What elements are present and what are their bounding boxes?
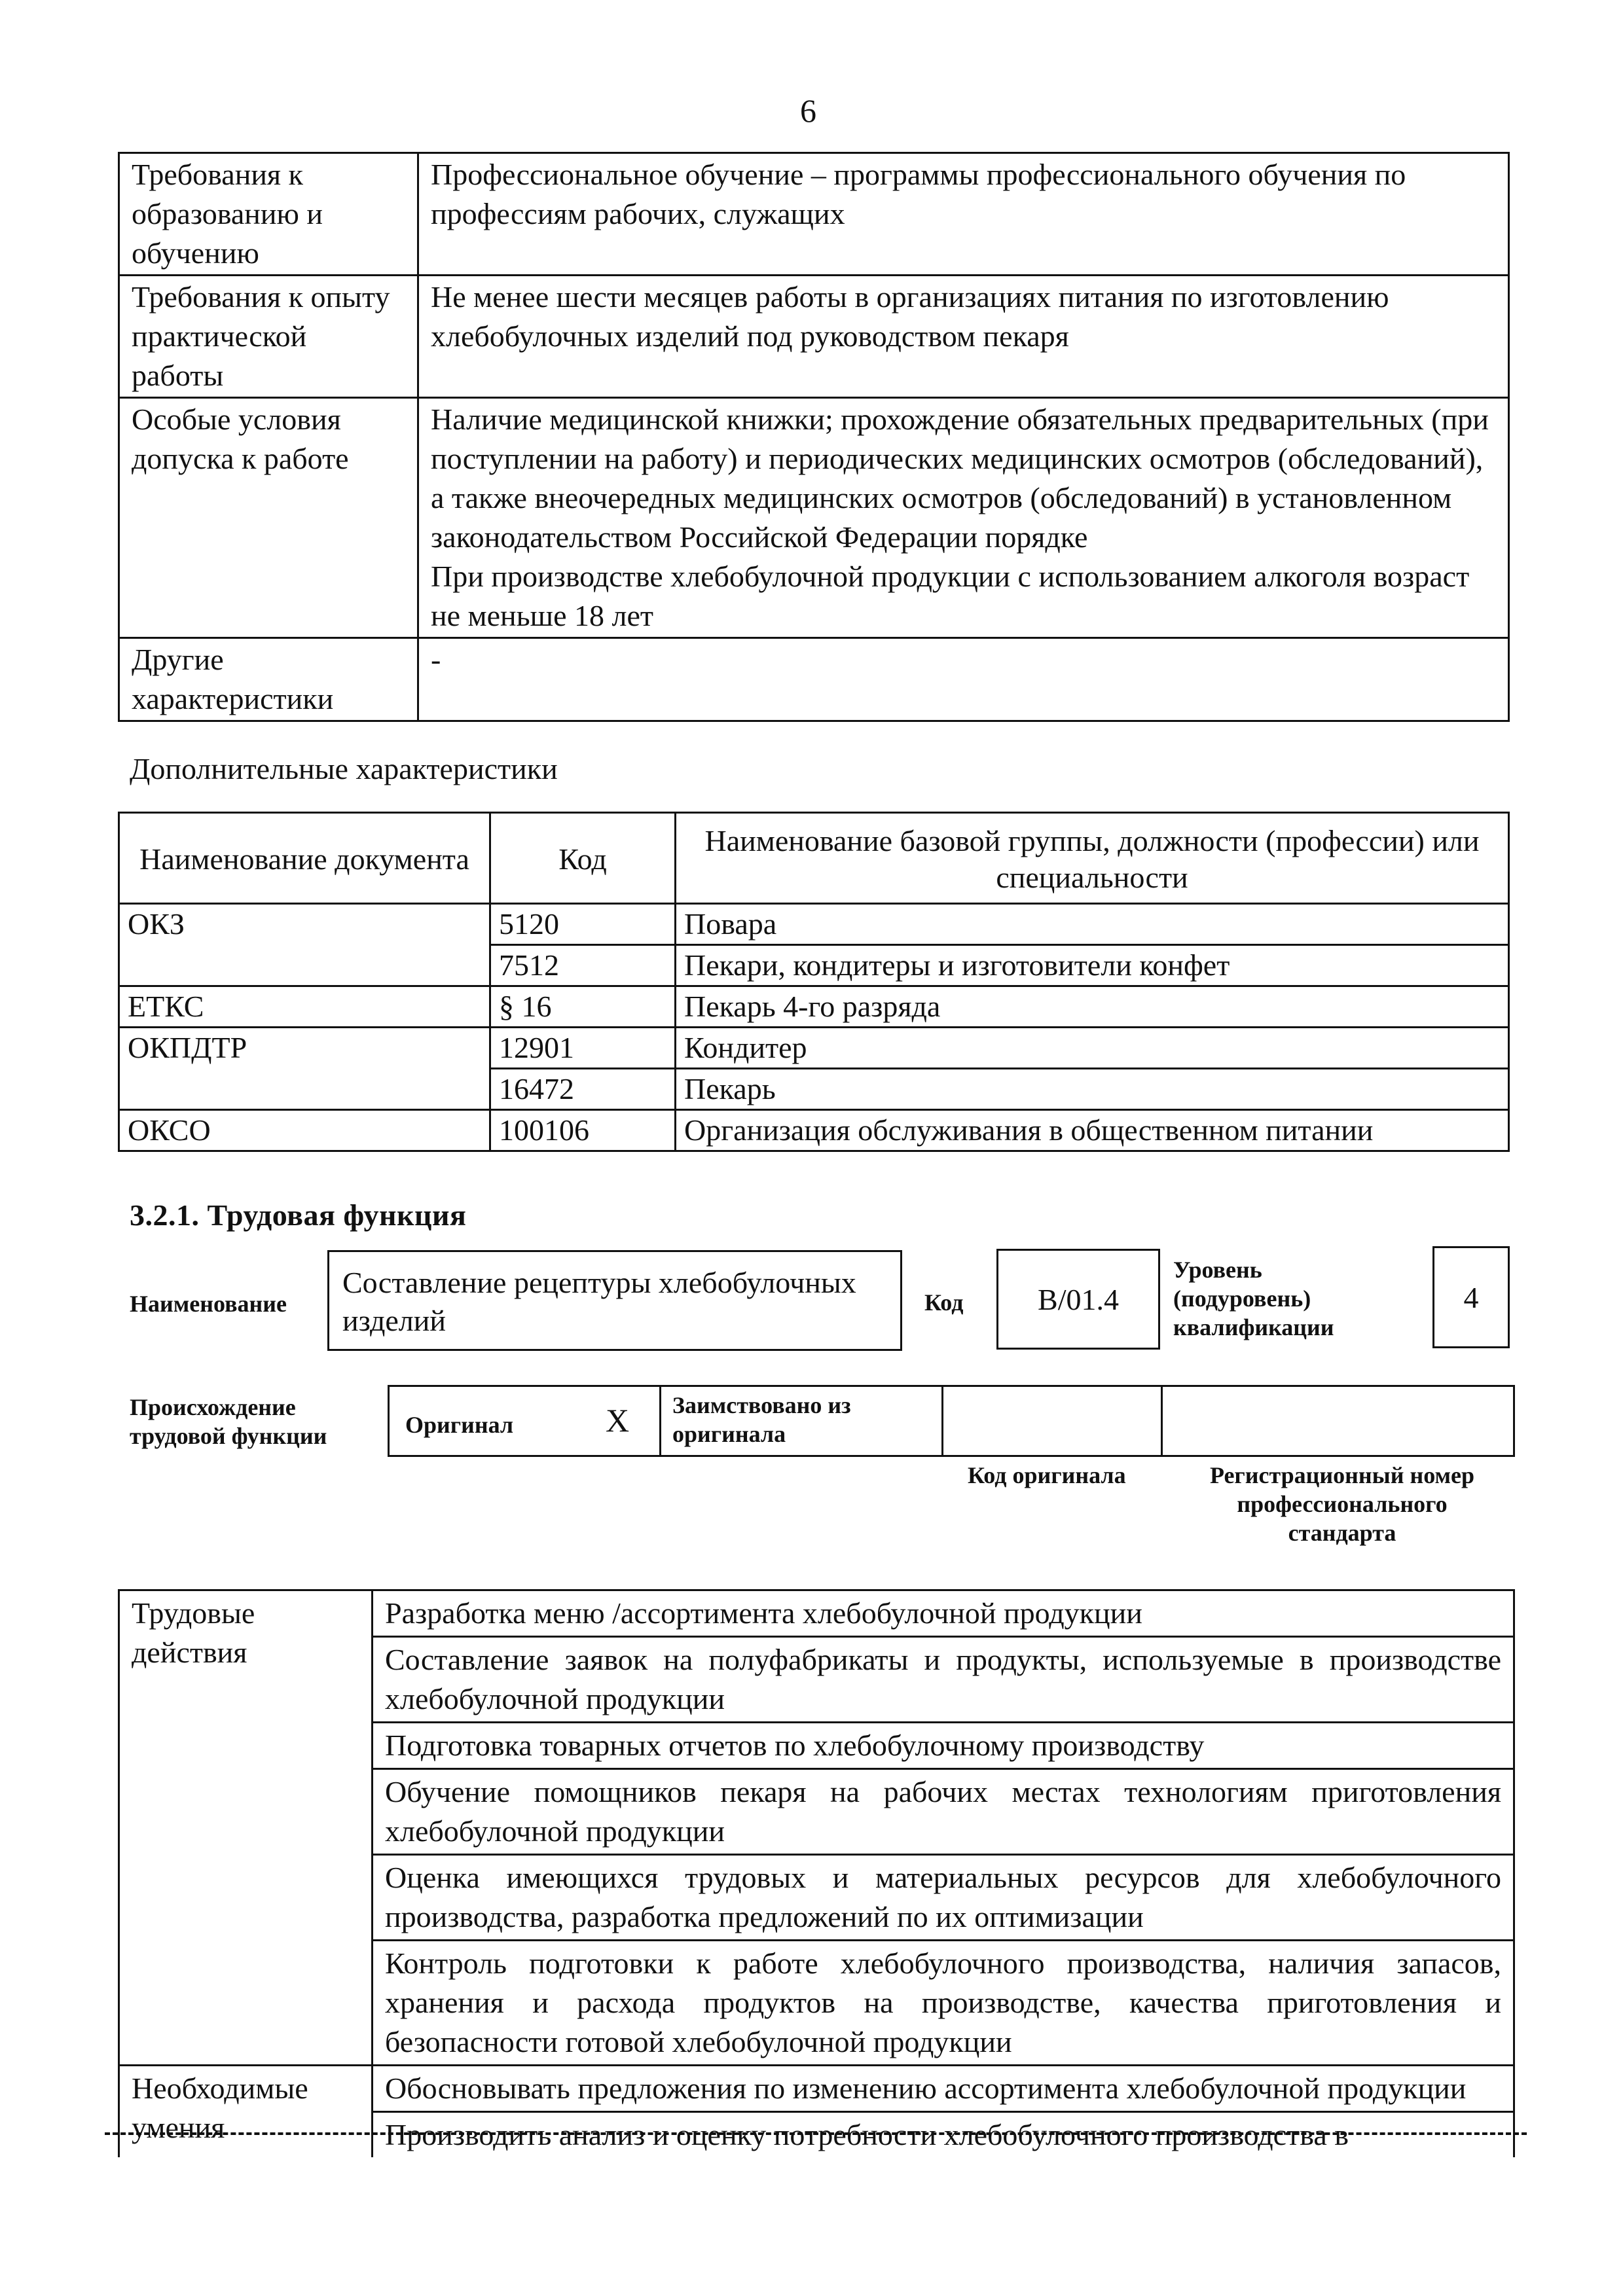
column-header: Наименование базовой группы, должности (профессии) или специальности [676,813,1509,904]
name-cell: Организация обслуживания в общественном питании [676,1110,1509,1151]
table-row [119,398,1509,638]
origin-label: Происхождение трудовой функции [130,1394,327,1449]
table-row [119,986,1509,1028]
name-cell: Повара [676,904,1509,945]
table-row [119,2066,1514,2112]
table-row [119,1028,1509,1069]
code-cell: 5120 [490,904,676,945]
labor-table [118,1589,1515,2157]
additional-title: Дополнительные характеристики [130,752,558,785]
code-cell: § 16 [490,986,676,1028]
skill-item: Производить анализ и оценку потребности хлебобулочного производства в [373,2112,1514,2158]
table-row [119,638,1509,721]
table-row [119,276,1509,398]
table-row [119,1590,1514,1637]
table-header-row [119,813,1509,904]
name-label: Наименование [130,1291,287,1317]
page-number: 6 [800,92,816,129]
name-cell: Пекарь 4-го разряда [676,986,1509,1028]
action-item: Оценка имеющихся трудовых и материальных ресурсов для хлебобулочного производства, разработка предложений по их оптимизации [373,1855,1514,1941]
name-cell: Пекари, кондитеры и изготовители конфет [676,945,1509,986]
row-label: Требования к опыту практической работы [119,276,418,398]
section-title: 3.2.1. Трудовая функция [130,1198,467,1232]
row-value: Профессиональное обучение – программы профессионального обучения по профессиям рабочих, служащих [418,153,1509,276]
name-cell: Пекарь [676,1069,1509,1110]
action-item: Разработка меню /ассортимента хлебобулочной продукции [373,1590,1514,1637]
divider [1161,1387,1163,1455]
action-item: Обучение помощников пекаря на рабочих местах технологиям приготовления хлебобулочной продукции [373,1769,1514,1855]
code-cell: 12901 [490,1028,676,1069]
code-cell: 100106 [490,1110,676,1151]
doc-cell: ЕТКС [119,986,490,1028]
original-label: Оригинал [405,1412,514,1438]
level-box: 4 [1432,1246,1510,1348]
page-cut-line [105,2132,1527,2135]
level-label: Уровень (подуровень) квалификации [1173,1257,1334,1340]
actions-label: Трудовые действия [119,1590,373,2066]
table-row [119,1110,1509,1151]
skills-label: Необходимые умения [119,2066,373,2158]
function-code-box: B/01.4 [996,1249,1160,1350]
row-value: - [418,638,1509,721]
additional-table [118,812,1510,1152]
table-row [119,904,1509,945]
table-row [119,153,1509,276]
doc-cell: ОКПДТР [119,1028,490,1110]
action-item: Составление заявок на полуфабрикаты и продукты, используемые в производстве хлебобулочной продукции [373,1637,1514,1723]
row-value [418,398,1509,638]
origin-strip [388,1385,1515,1457]
row-label: Другие характеристики [119,638,418,721]
name-cell: Кондитер [676,1028,1509,1069]
original-mark: X [606,1402,630,1439]
value-paragraph: При производстве хлебобулочной продукции с использованием алкоголя возраст не меньше 18 лет [431,560,1470,632]
doc-cell: ОКЗ [119,904,490,986]
code-cell: 7512 [490,945,676,986]
action-item: Контроль подготовки к работе хлебобулочного производства, наличия запасов, хранения и расхода продуктов на производстве, качества приготовления и безопасности готовой хлебобулочной продукции [373,1941,1514,2066]
divider [659,1387,661,1455]
borrowed-label: Заимствовано из оригинала [672,1392,851,1447]
requirements-table [118,152,1510,722]
divider [941,1387,943,1455]
code-original-label: Код оригинала [968,1462,1126,1488]
code-cell: 16472 [490,1069,676,1110]
action-item: Подготовка товарных отчетов по хлебобулочному производству [373,1723,1514,1769]
reg-number-label: Регистрационный номер профессионального стандарта [1209,1462,1475,1546]
value-paragraph: Наличие медицинской книжки; прохождение обязательных предварительных (при поступлении на работу) и периодических медицинских осмотров (обследований), а также внеочередных медицинских осмотров (обследований) в установленном законодательством Российской Федерации порядке [431,403,1489,554]
skill-item: Обосновывать предложения по изменению ассортимента хлебобулочной продукции [373,2066,1514,2112]
column-header: Наименование документа [119,813,490,904]
function-name-box: Составление рецептуры хлебобулочных изделий [327,1250,902,1351]
row-label: Особые условия допуска к работе [119,398,418,638]
column-header: Код [490,813,676,904]
doc-cell: ОКСО [119,1110,490,1151]
row-value: Не менее шести месяцев работы в организациях питания по изготовлению хлебобулочных изделий под руководством пекаря [418,276,1509,398]
row-label: Требования к образованию и обучению [119,153,418,276]
code-label: Код [924,1289,964,1316]
